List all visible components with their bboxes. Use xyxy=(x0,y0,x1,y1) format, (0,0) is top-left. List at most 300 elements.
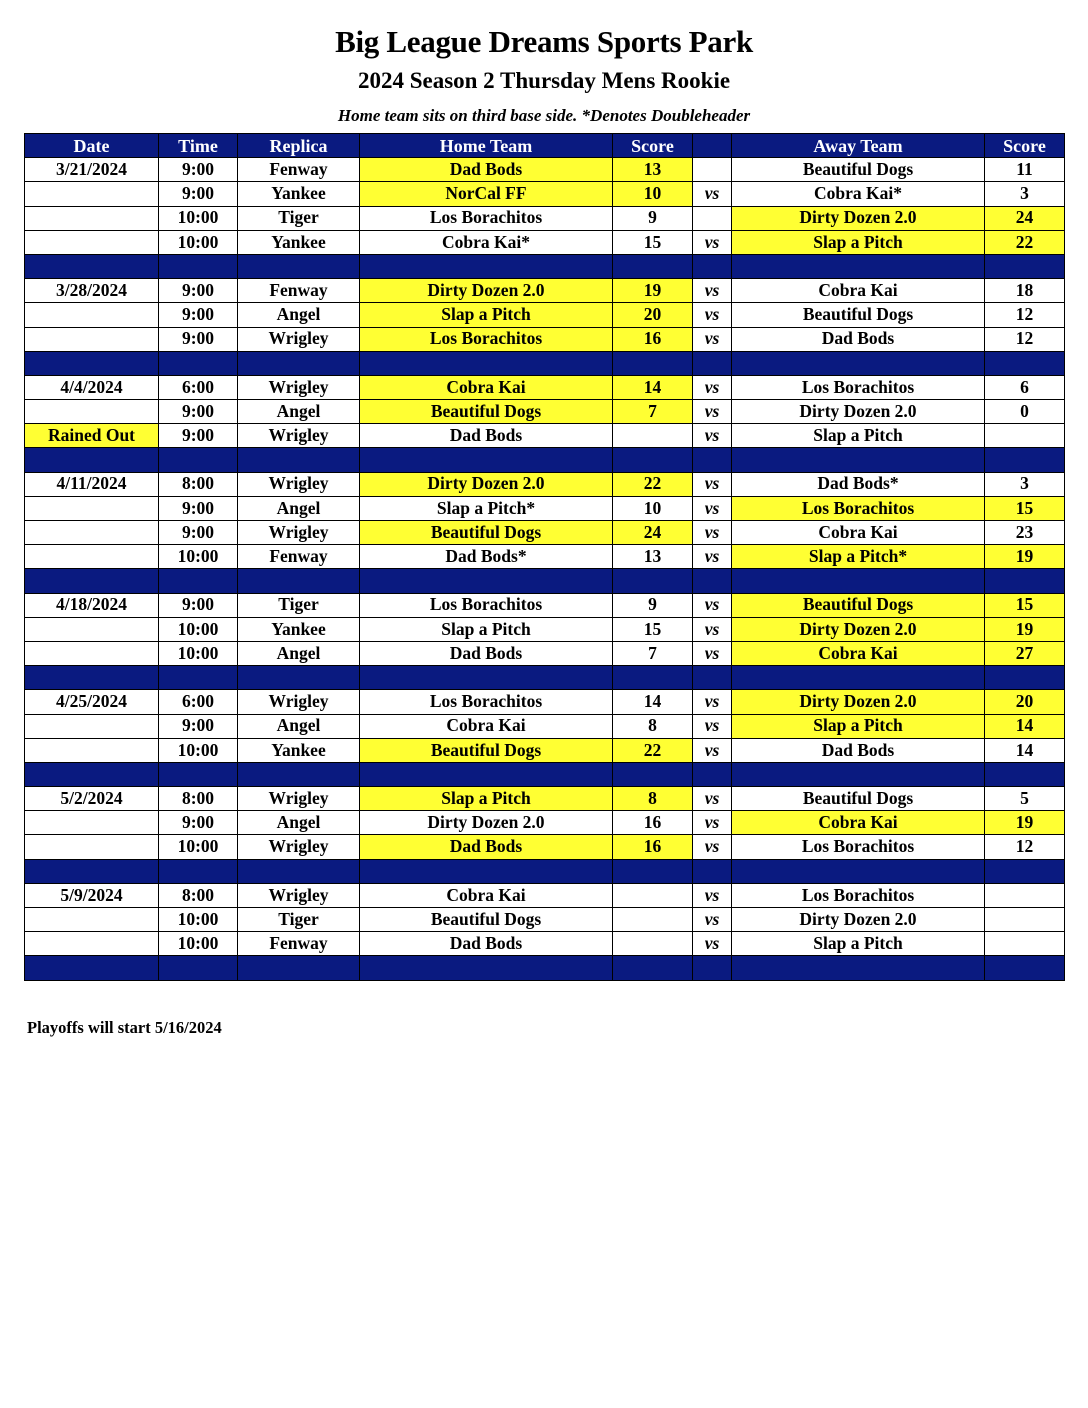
week-separator xyxy=(25,448,1065,472)
away-team-cell: Slap a Pitch xyxy=(732,714,985,738)
away-score-cell: 19 xyxy=(985,545,1065,569)
home-team-cell: Dad Bods xyxy=(360,158,613,182)
game-row xyxy=(25,641,1065,665)
date-cell xyxy=(25,617,159,641)
replica-cell: Yankee xyxy=(238,230,360,254)
replica-cell: Tiger xyxy=(238,593,360,617)
game-row xyxy=(25,908,1065,932)
separator-cell xyxy=(732,762,985,786)
home-score-cell: 9 xyxy=(613,593,693,617)
replica-cell: Fenway xyxy=(238,545,360,569)
separator-cell xyxy=(25,448,159,472)
home-team-cell: Cobra Kai* xyxy=(360,230,613,254)
date-cell xyxy=(25,400,159,424)
schedule-body xyxy=(25,158,1065,980)
separator-cell xyxy=(159,762,238,786)
week-separator xyxy=(25,762,1065,786)
vs-cell: vs xyxy=(693,472,732,496)
vs-cell: vs xyxy=(693,375,732,399)
away-score-cell xyxy=(985,883,1065,907)
separator-cell xyxy=(238,666,360,690)
separator-cell xyxy=(732,956,985,980)
separator-cell xyxy=(613,569,693,593)
date-cell xyxy=(25,521,159,545)
date-cell: 4/18/2024 xyxy=(25,593,159,617)
away-score-cell: 20 xyxy=(985,690,1065,714)
date-cell xyxy=(25,714,159,738)
time-cell: 10:00 xyxy=(159,206,238,230)
time-cell: 8:00 xyxy=(159,787,238,811)
header-vs xyxy=(693,134,732,158)
schedule-note: Home team sits on third base side. *Denotes Doubleheader xyxy=(337,106,751,125)
separator-cell xyxy=(732,351,985,375)
game-row xyxy=(25,206,1065,230)
separator-cell xyxy=(985,569,1065,593)
date-cell xyxy=(25,738,159,762)
replica-cell: Wrigley xyxy=(238,521,360,545)
vs-cell: vs xyxy=(693,279,732,303)
separator-cell xyxy=(732,569,985,593)
home-team-cell: Slap a Pitch* xyxy=(360,496,613,520)
page-title: Big League Dreams Sports Park xyxy=(335,24,753,59)
home-score-cell xyxy=(613,883,693,907)
home-team-cell: Los Borachitos xyxy=(360,206,613,230)
replica-cell: Tiger xyxy=(238,206,360,230)
vs-cell xyxy=(693,158,732,182)
away-score-cell: 18 xyxy=(985,279,1065,303)
replica-cell: Tiger xyxy=(238,908,360,932)
separator-cell xyxy=(25,569,159,593)
home-score-cell xyxy=(613,932,693,956)
separator-cell xyxy=(985,859,1065,883)
home-team-cell: Slap a Pitch xyxy=(360,303,613,327)
time-cell: 9:00 xyxy=(159,303,238,327)
date-cell xyxy=(25,303,159,327)
replica-cell: Angel xyxy=(238,303,360,327)
replica-cell: Wrigley xyxy=(238,327,360,351)
home-score-cell: 15 xyxy=(613,617,693,641)
vs-cell: vs xyxy=(693,738,732,762)
date-cell: Rained Out xyxy=(25,424,159,448)
game-row xyxy=(25,158,1065,182)
vs-cell: vs xyxy=(693,641,732,665)
away-team-cell: Slap a Pitch* xyxy=(732,545,985,569)
date-cell xyxy=(25,182,159,206)
time-cell: 9:00 xyxy=(159,279,238,303)
date-cell xyxy=(25,932,159,956)
replica-cell: Angel xyxy=(238,400,360,424)
separator-cell xyxy=(732,666,985,690)
home-team-cell: NorCal FF xyxy=(360,182,613,206)
schedule-table xyxy=(24,133,1065,981)
replica-cell: Angel xyxy=(238,496,360,520)
home-score-cell: 22 xyxy=(613,472,693,496)
header-away-score: Score xyxy=(985,134,1065,158)
separator-cell xyxy=(360,859,613,883)
replica-cell: Angel xyxy=(238,641,360,665)
time-cell: 6:00 xyxy=(159,690,238,714)
away-score-cell: 14 xyxy=(985,738,1065,762)
header-away-team: Away Team xyxy=(732,134,985,158)
replica-cell: Wrigley xyxy=(238,835,360,859)
home-score-cell: 7 xyxy=(613,400,693,424)
time-cell: 10:00 xyxy=(159,617,238,641)
time-cell: 10:00 xyxy=(159,230,238,254)
away-score-cell: 12 xyxy=(985,835,1065,859)
replica-cell: Wrigley xyxy=(238,424,360,448)
game-row xyxy=(25,400,1065,424)
vs-cell: vs xyxy=(693,690,732,714)
home-team-cell: Beautiful Dogs xyxy=(360,908,613,932)
vs-cell: vs xyxy=(693,521,732,545)
date-cell xyxy=(25,206,159,230)
separator-cell xyxy=(25,254,159,278)
separator-cell xyxy=(693,666,732,690)
week-separator xyxy=(25,859,1065,883)
separator-cell xyxy=(238,569,360,593)
away-team-cell: Slap a Pitch xyxy=(732,424,985,448)
separator-cell xyxy=(985,448,1065,472)
game-row xyxy=(25,424,1065,448)
header-row xyxy=(25,134,1065,158)
date-cell: 5/2/2024 xyxy=(25,787,159,811)
away-team-cell: Beautiful Dogs xyxy=(732,787,985,811)
away-score-cell: 24 xyxy=(985,206,1065,230)
week-separator xyxy=(25,254,1065,278)
game-row xyxy=(25,182,1065,206)
page-subtitle: 2024 Season 2 Thursday Mens Rookie xyxy=(357,68,731,93)
away-team-cell: Dad Bods* xyxy=(732,472,985,496)
separator-cell xyxy=(360,762,613,786)
away-team-cell: Dirty Dozen 2.0 xyxy=(732,908,985,932)
game-row xyxy=(25,690,1065,714)
vs-cell: vs xyxy=(693,787,732,811)
away-team-cell: Slap a Pitch xyxy=(732,230,985,254)
time-cell: 10:00 xyxy=(159,932,238,956)
game-row xyxy=(25,521,1065,545)
away-team-cell: Cobra Kai* xyxy=(732,182,985,206)
home-team-cell: Slap a Pitch xyxy=(360,787,613,811)
game-row xyxy=(25,714,1065,738)
replica-cell: Angel xyxy=(238,714,360,738)
date-cell: 3/21/2024 xyxy=(25,158,159,182)
replica-cell: Yankee xyxy=(238,617,360,641)
separator-cell xyxy=(360,956,613,980)
game-row xyxy=(25,327,1065,351)
away-team-cell: Los Borachitos xyxy=(732,375,985,399)
away-score-cell: 6 xyxy=(985,375,1065,399)
away-score-cell: 5 xyxy=(985,787,1065,811)
away-score-cell xyxy=(985,908,1065,932)
replica-cell: Fenway xyxy=(238,158,360,182)
date-cell xyxy=(25,641,159,665)
home-score-cell: 10 xyxy=(613,496,693,520)
separator-cell xyxy=(238,448,360,472)
vs-cell: vs xyxy=(693,545,732,569)
away-score-cell: 19 xyxy=(985,811,1065,835)
separator-cell xyxy=(25,956,159,980)
header-home-score: Score xyxy=(613,134,693,158)
home-team-cell: Slap a Pitch xyxy=(360,617,613,641)
separator-cell xyxy=(159,859,238,883)
separator-cell xyxy=(613,859,693,883)
home-team-cell: Beautiful Dogs xyxy=(360,738,613,762)
time-cell: 8:00 xyxy=(159,883,238,907)
date-cell xyxy=(25,230,159,254)
separator-cell xyxy=(159,666,238,690)
separator-cell xyxy=(613,762,693,786)
replica-cell: Wrigley xyxy=(238,883,360,907)
vs-cell: vs xyxy=(693,883,732,907)
replica-cell: Angel xyxy=(238,811,360,835)
week-separator xyxy=(25,956,1065,980)
separator-cell xyxy=(159,956,238,980)
date-cell xyxy=(25,496,159,520)
separator-cell xyxy=(732,448,985,472)
game-row xyxy=(25,472,1065,496)
date-cell: 3/28/2024 xyxy=(25,279,159,303)
game-row xyxy=(25,617,1065,641)
time-cell: 9:00 xyxy=(159,593,238,617)
time-cell: 10:00 xyxy=(159,545,238,569)
game-row xyxy=(25,932,1065,956)
time-cell: 6:00 xyxy=(159,375,238,399)
vs-cell xyxy=(693,206,732,230)
game-row xyxy=(25,230,1065,254)
separator-cell xyxy=(360,666,613,690)
date-cell: 5/9/2024 xyxy=(25,883,159,907)
date-cell: 4/25/2024 xyxy=(25,690,159,714)
away-team-cell: Dirty Dozen 2.0 xyxy=(732,690,985,714)
date-cell xyxy=(25,835,159,859)
away-score-cell: 23 xyxy=(985,521,1065,545)
away-team-cell: Cobra Kai xyxy=(732,521,985,545)
separator-cell xyxy=(693,859,732,883)
home-score-cell: 7 xyxy=(613,641,693,665)
separator-cell xyxy=(238,956,360,980)
week-separator xyxy=(25,569,1065,593)
game-row xyxy=(25,545,1065,569)
week-separator xyxy=(25,666,1065,690)
separator-cell xyxy=(613,956,693,980)
away-team-cell: Los Borachitos xyxy=(732,496,985,520)
away-team-cell: Dirty Dozen 2.0 xyxy=(732,206,985,230)
separator-cell xyxy=(693,351,732,375)
home-score-cell: 10 xyxy=(613,182,693,206)
home-team-cell: Cobra Kai xyxy=(360,375,613,399)
away-team-cell: Dad Bods xyxy=(732,327,985,351)
time-cell: 9:00 xyxy=(159,521,238,545)
away-score-cell: 19 xyxy=(985,617,1065,641)
away-score-cell: 0 xyxy=(985,400,1065,424)
date-cell xyxy=(25,545,159,569)
time-cell: 9:00 xyxy=(159,424,238,448)
separator-cell xyxy=(985,254,1065,278)
time-cell: 9:00 xyxy=(159,496,238,520)
game-row xyxy=(25,738,1065,762)
time-cell: 9:00 xyxy=(159,400,238,424)
home-score-cell: 9 xyxy=(613,206,693,230)
separator-cell xyxy=(613,666,693,690)
home-team-cell: Cobra Kai xyxy=(360,714,613,738)
home-score-cell: 24 xyxy=(613,521,693,545)
header-home-team: Home Team xyxy=(360,134,613,158)
separator-cell xyxy=(693,762,732,786)
time-cell: 9:00 xyxy=(159,182,238,206)
separator-cell xyxy=(25,762,159,786)
home-score-cell: 22 xyxy=(613,738,693,762)
vs-cell: vs xyxy=(693,496,732,520)
replica-cell: Fenway xyxy=(238,279,360,303)
away-team-cell: Beautiful Dogs xyxy=(732,593,985,617)
separator-cell xyxy=(613,351,693,375)
home-team-cell: Dad Bods xyxy=(360,424,613,448)
away-score-cell: 11 xyxy=(985,158,1065,182)
away-team-cell: Dad Bods xyxy=(732,738,985,762)
away-team-cell: Slap a Pitch xyxy=(732,932,985,956)
time-cell: 9:00 xyxy=(159,714,238,738)
replica-cell: Wrigley xyxy=(238,690,360,714)
separator-cell xyxy=(238,254,360,278)
home-team-cell: Los Borachitos xyxy=(360,690,613,714)
separator-cell xyxy=(25,859,159,883)
separator-cell xyxy=(732,859,985,883)
away-score-cell: 15 xyxy=(985,496,1065,520)
header-date: Date xyxy=(25,134,159,158)
away-score-cell: 22 xyxy=(985,230,1065,254)
away-team-cell: Los Borachitos xyxy=(732,883,985,907)
home-score-cell: 16 xyxy=(613,835,693,859)
game-row xyxy=(25,375,1065,399)
separator-cell xyxy=(985,351,1065,375)
time-cell: 10:00 xyxy=(159,835,238,859)
vs-cell: vs xyxy=(693,617,732,641)
game-row xyxy=(25,787,1065,811)
home-score-cell: 16 xyxy=(613,327,693,351)
separator-cell xyxy=(985,762,1065,786)
home-score-cell: 20 xyxy=(613,303,693,327)
separator-cell xyxy=(159,351,238,375)
game-row xyxy=(25,811,1065,835)
home-score-cell: 14 xyxy=(613,375,693,399)
away-score-cell: 15 xyxy=(985,593,1065,617)
separator-cell xyxy=(693,448,732,472)
home-score-cell: 19 xyxy=(613,279,693,303)
separator-cell xyxy=(159,254,238,278)
playoffs-note: Playoffs will start 5/16/2024 xyxy=(27,1018,222,1037)
vs-cell: vs xyxy=(693,835,732,859)
away-team-cell: Dirty Dozen 2.0 xyxy=(732,617,985,641)
away-score-cell: 3 xyxy=(985,472,1065,496)
home-score-cell: 8 xyxy=(613,787,693,811)
separator-cell xyxy=(985,956,1065,980)
home-team-cell: Beautiful Dogs xyxy=(360,521,613,545)
home-team-cell: Dad Bods xyxy=(360,641,613,665)
home-score-cell xyxy=(613,424,693,448)
replica-cell: Fenway xyxy=(238,932,360,956)
home-team-cell: Dirty Dozen 2.0 xyxy=(360,279,613,303)
game-row xyxy=(25,303,1065,327)
game-row xyxy=(25,279,1065,303)
vs-cell: vs xyxy=(693,811,732,835)
separator-cell xyxy=(693,956,732,980)
time-cell: 10:00 xyxy=(159,641,238,665)
header-replica: Replica xyxy=(238,134,360,158)
vs-cell: vs xyxy=(693,714,732,738)
header-time: Time xyxy=(159,134,238,158)
date-cell xyxy=(25,811,159,835)
vs-cell: vs xyxy=(693,303,732,327)
home-team-cell: Cobra Kai xyxy=(360,883,613,907)
time-cell: 9:00 xyxy=(159,327,238,351)
home-team-cell: Dirty Dozen 2.0 xyxy=(360,811,613,835)
date-cell xyxy=(25,908,159,932)
away-score-cell: 12 xyxy=(985,327,1065,351)
away-team-cell: Cobra Kai xyxy=(732,641,985,665)
vs-cell: vs xyxy=(693,932,732,956)
separator-cell xyxy=(732,254,985,278)
separator-cell xyxy=(693,569,732,593)
away-score-cell xyxy=(985,424,1065,448)
replica-cell: Wrigley xyxy=(238,787,360,811)
vs-cell: vs xyxy=(693,182,732,206)
separator-cell xyxy=(985,666,1065,690)
separator-cell xyxy=(238,351,360,375)
replica-cell: Wrigley xyxy=(238,472,360,496)
date-cell: 4/4/2024 xyxy=(25,375,159,399)
away-team-cell: Cobra Kai xyxy=(732,279,985,303)
separator-cell xyxy=(25,666,159,690)
game-row xyxy=(25,593,1065,617)
separator-cell xyxy=(360,448,613,472)
away-score-cell: 3 xyxy=(985,182,1065,206)
home-team-cell: Los Borachitos xyxy=(360,593,613,617)
replica-cell: Yankee xyxy=(238,182,360,206)
time-cell: 10:00 xyxy=(159,908,238,932)
away-score-cell: 27 xyxy=(985,641,1065,665)
home-score-cell xyxy=(613,908,693,932)
vs-cell: vs xyxy=(693,327,732,351)
away-team-cell: Los Borachitos xyxy=(732,835,985,859)
home-score-cell: 13 xyxy=(613,545,693,569)
replica-cell: Wrigley xyxy=(238,375,360,399)
game-row xyxy=(25,883,1065,907)
home-score-cell: 15 xyxy=(613,230,693,254)
separator-cell xyxy=(613,448,693,472)
home-score-cell: 14 xyxy=(613,690,693,714)
home-team-cell: Dad Bods* xyxy=(360,545,613,569)
separator-cell xyxy=(238,859,360,883)
separator-cell xyxy=(360,351,613,375)
game-row xyxy=(25,496,1065,520)
time-cell: 8:00 xyxy=(159,472,238,496)
time-cell: 9:00 xyxy=(159,811,238,835)
away-score-cell: 12 xyxy=(985,303,1065,327)
home-team-cell: Dad Bods xyxy=(360,932,613,956)
vs-cell: vs xyxy=(693,424,732,448)
separator-cell xyxy=(613,254,693,278)
separator-cell xyxy=(159,448,238,472)
home-team-cell: Beautiful Dogs xyxy=(360,400,613,424)
home-team-cell: Los Borachitos xyxy=(360,327,613,351)
home-team-cell: Dirty Dozen 2.0 xyxy=(360,472,613,496)
separator-cell xyxy=(238,762,360,786)
away-team-cell: Dirty Dozen 2.0 xyxy=(732,400,985,424)
separator-cell xyxy=(360,254,613,278)
vs-cell: vs xyxy=(693,400,732,424)
time-cell: 10:00 xyxy=(159,738,238,762)
home-score-cell: 8 xyxy=(613,714,693,738)
